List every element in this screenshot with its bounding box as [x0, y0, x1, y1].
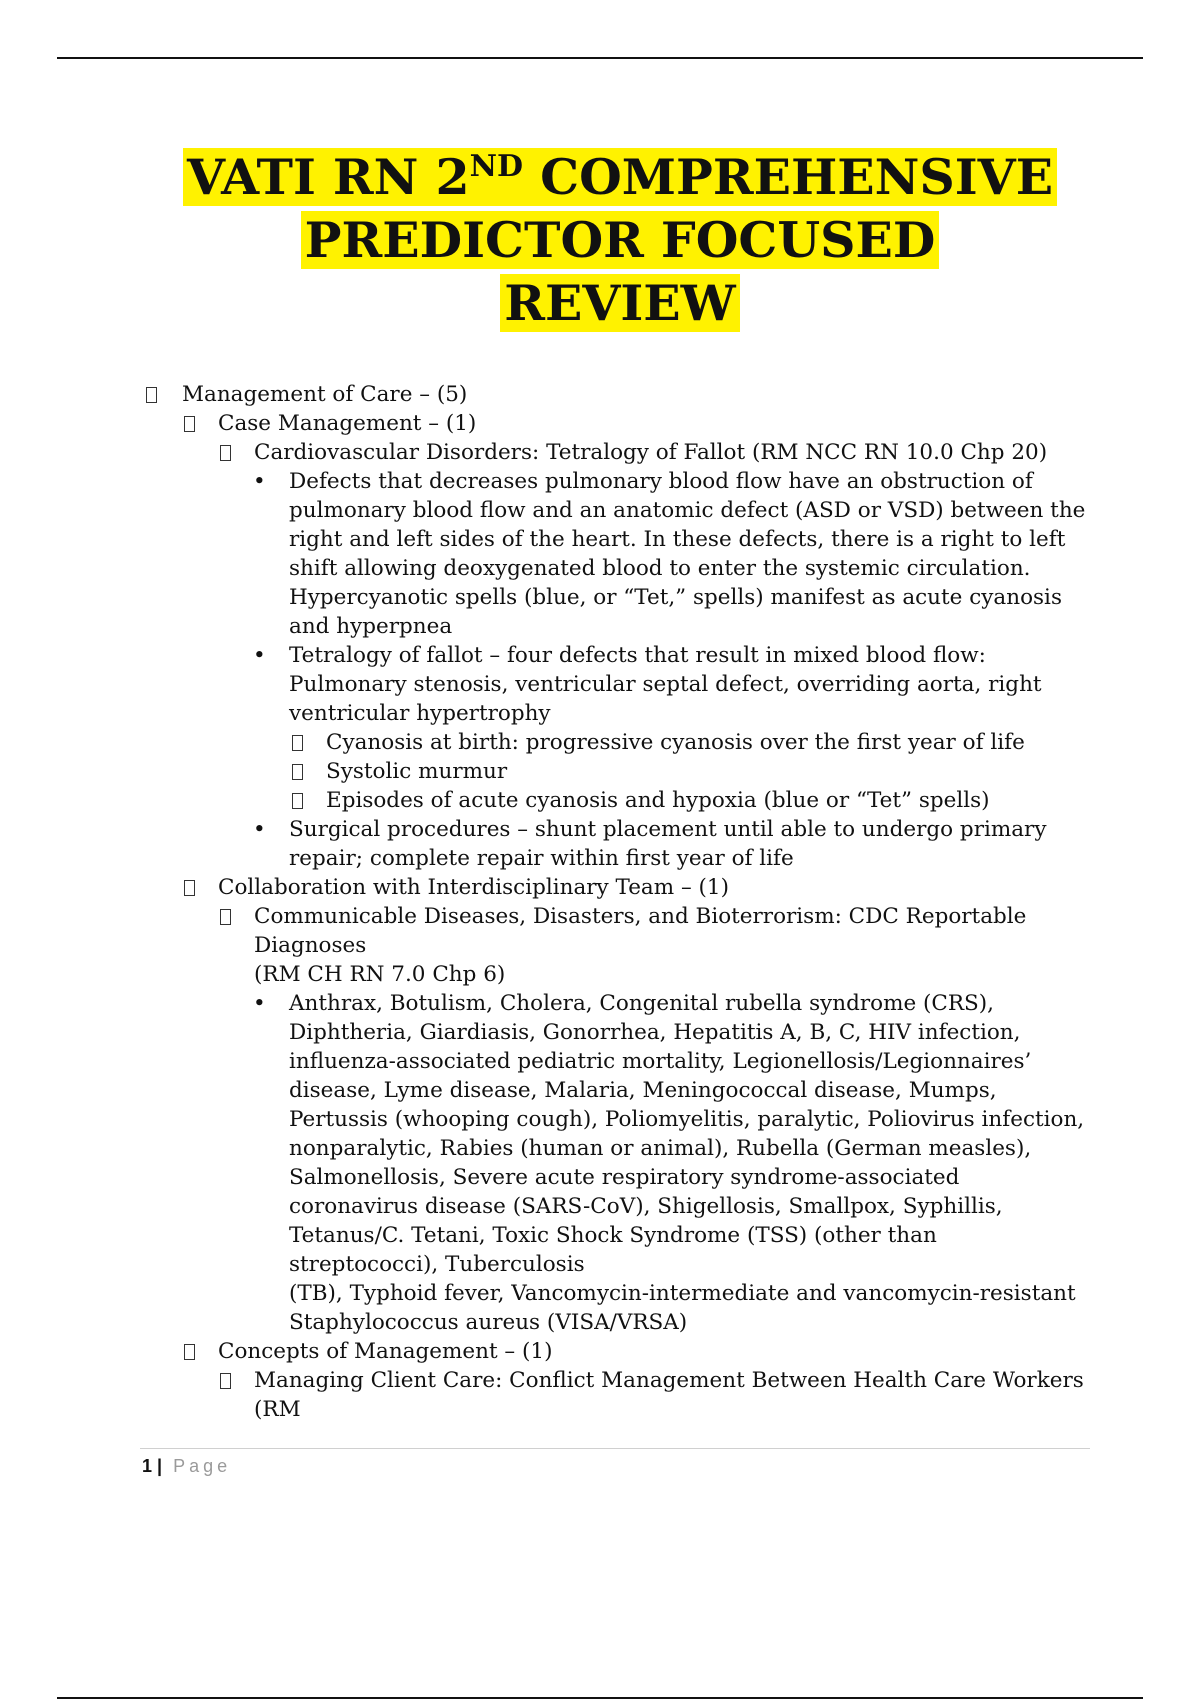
bullet-icon: • — [253, 991, 266, 1016]
box-placeholder-icon — [292, 735, 303, 751]
outline-item-level2: Case Management – (1) — [140, 409, 1090, 438]
page-footer — [142, 1456, 231, 1477]
box-placeholder-icon — [184, 416, 195, 432]
bullet-icon: • — [253, 817, 266, 842]
bullet-icon: • — [253, 469, 266, 494]
page-number: 1 — [142, 1456, 153, 1476]
sub-bullet-item: Episodes of acute cyanosis and hypoxia (blue or “Tet” spells) — [140, 786, 1090, 815]
document-title — [0, 146, 1200, 335]
outline-item-level3: Managing Client Care: Conflict Management Between Health Care Workers (RM — [140, 1366, 1090, 1424]
title-line-3: REVIEW — [500, 274, 739, 332]
box-placeholder-icon — [220, 909, 231, 925]
box-placeholder-icon — [184, 1344, 195, 1360]
bullet-item: • Defects that decreases pulmonary blood flow have an obstruction of pulmonary blood flow and an anatomic defect (ASD or VSD) between the right and left sides of the heart. In these defects, there is a right to left shift allowing deoxygenated blood to enter the systemic circulation. Hypercyanotic spells (blue, or “Tet,” spells) manifest as acute cyanosis and hyperpnea — [253, 469, 1086, 639]
bullet-item: • Anthrax, Botulism, Cholera, Congenital rubella syndrome (CRS), Diphtheria, Giardiasis, Gonorrhea, Hepatitis A, B, C, HIV infection, influenza-associated pediatric mortality, Legionellosis/Legionnaires’ disease, Lyme disease, Malaria, Meningococcal disease, Mumps, Pertussis (whooping cough), Poliomyelitis, paralytic, Poliovirus infection, nonparalytic, Rabies (human or animal), Rubella (German measles), Salmonellosis, Severe acute respiratory syndrome-associated coronavirus disease (SARS-CoV), Shigellosis, Smallpox, Syphillis, Tetanus/C. Tetani, Toxic Shock Syndrome (TSS) (other than streptococci), Tuberculosis (TB), Typhoid fever, Vancomycin-intermediate and vancomycin-resistant Staphylococcus aureus (VISA/VRSA) — [253, 991, 1085, 1335]
sub-bullet-item: Cyanosis at birth: progressive cyanosis over the first year of life — [140, 728, 1090, 757]
box-placeholder-icon — [220, 1373, 231, 1389]
box-placeholder-icon — [220, 445, 231, 461]
sub-bullet-item: Systolic murmur — [140, 757, 1090, 786]
outline-item-level1: Management of Care – (5) — [140, 380, 1090, 409]
footer-divider — [140, 1448, 1090, 1449]
bottom-rule — [57, 1697, 1143, 1699]
outline — [140, 380, 1090, 1424]
top-rule — [57, 57, 1143, 59]
outline-item-level2: Collaboration with Interdisciplinary Team – (1) — [140, 873, 1090, 902]
box-placeholder-icon — [184, 880, 195, 896]
title-line-1: VATI RN 2ND COMPREHENSIVE — [183, 148, 1057, 206]
outline-item-level3: Communicable Diseases, Disasters, and Bioterrorism: CDC Reportable Diagnoses (RM CH RN 7.0 Chp 6) — [140, 902, 1090, 989]
box-placeholder-icon — [146, 387, 157, 403]
box-placeholder-icon — [292, 793, 303, 809]
bullet-icon: • — [253, 643, 266, 668]
page-label: Page — [173, 1456, 232, 1476]
footer-separator: | — [157, 1456, 163, 1476]
outline-item-level2: Concepts of Management – (1) — [140, 1337, 1090, 1366]
title-line-2: PREDICTOR FOCUSED — [301, 211, 940, 269]
box-placeholder-icon — [292, 764, 303, 780]
bullet-item: • Tetralogy of fallot – four defects that result in mixed blood flow: Pulmonary stenosis, ventricular septal defect, overriding aorta, right ventricular hypertrophy — [253, 643, 1042, 726]
outline-item-level3: Cardiovascular Disorders: Tetralogy of Fallot (RM NCC RN 10.0 Chp 20) — [140, 438, 1090, 467]
bullet-item: • Surgical procedures – shunt placement until able to undergo primary repair; complete repair within first year of life — [253, 817, 1047, 871]
